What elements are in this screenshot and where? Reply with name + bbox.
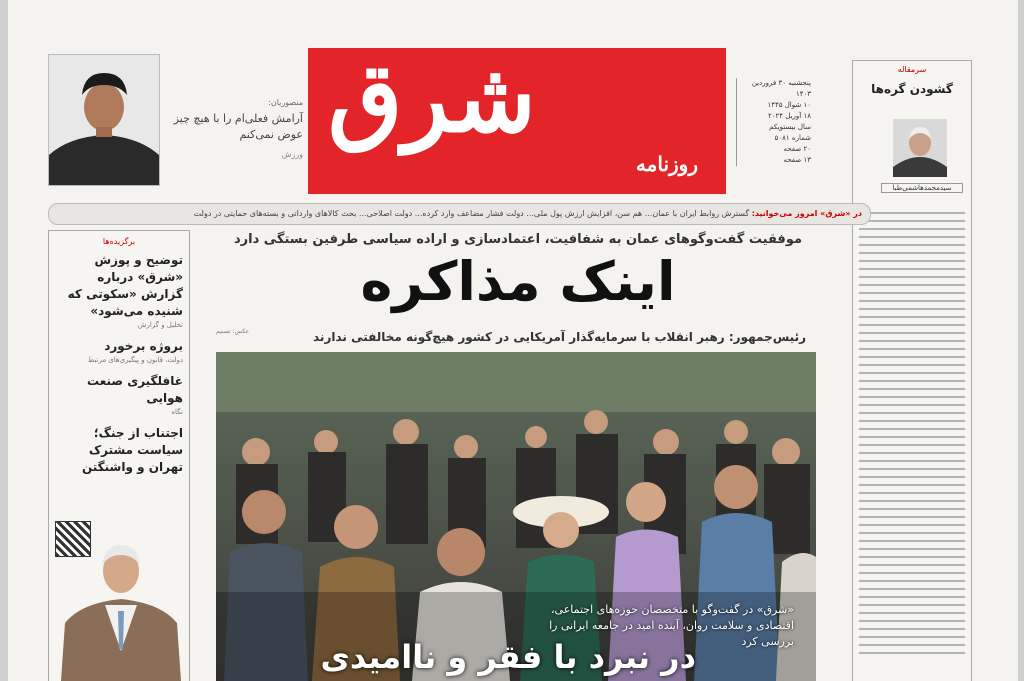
front-quote[interactable] — [168, 95, 303, 163]
supra-headline: موفقیت گفت‌وگوهای عمان به شفافیت، اعتمادسازی و اراده سیاسی طرفین بستگی دارد — [233, 232, 803, 247]
highlight-title[interactable]: غافلگیری صنعت هوایی — [87, 374, 183, 405]
photo-credit: عکس: تسنیم — [216, 328, 250, 335]
issue-line: ۱۸ آوریل ۲۰۲۴ — [768, 112, 811, 120]
editorial-column[interactable] — [852, 60, 972, 681]
highlight-note: تحلیل و گزارش — [137, 321, 183, 329]
editorial-body-text — [859, 206, 965, 676]
issue-line: پنجشنبه ۳۰ فروردین ۱۴۰۳ — [751, 79, 811, 98]
issue-line: ۱۳ صفحه — [783, 156, 811, 164]
masthead-logo[interactable] — [308, 41, 726, 194]
author-photo — [893, 119, 947, 177]
quote-kicker: منصوریان: — [268, 98, 303, 107]
crowd-photo[interactable] — [216, 352, 816, 681]
highlights-column — [48, 230, 190, 681]
highlight-title[interactable]: بروژه برخورد — [104, 339, 183, 353]
issue-line: ۱۰ شوال ۱۴۴۵ — [767, 101, 811, 109]
issue-line: ۲۰ صفحه — [783, 145, 811, 153]
highlight-note: دولت، قانون و پیگیری‌های مرتبط — [87, 356, 183, 364]
highlight-title[interactable]: توضیح و پوزش «شرق» درباره گزارش «سکوتی که شنیده می‌شود» — [67, 253, 183, 318]
logo-subtitle: روزنامه — [635, 152, 698, 176]
highlights-kicker: برگزیده‌ها — [102, 237, 136, 246]
photo-caption-small: «شرق» در گفت‌وگو با متخصصان حوزه‌های اجتماعی، اقتصادی و سلامت روان، آینده امید در جامعه ایرانی را بررسی کرد — [549, 603, 794, 648]
quote-text: آرامش فعلی‌ام را با هیچ چیز عوض نمی‌کنم — [173, 112, 303, 141]
newspaper-front-page — [8, 0, 1018, 681]
headlines-ticker[interactable] — [48, 203, 871, 225]
issue-info — [736, 78, 811, 166]
logo-wordmark: شرق — [328, 41, 536, 154]
highlight-note: نگاه — [171, 408, 183, 416]
issue-line: سال بیستویکم — [769, 123, 811, 131]
columnist-photo — [48, 54, 160, 186]
ticker-label: در «شرق» امروز می‌خوانید: — [751, 209, 862, 218]
photo-caption-headline[interactable]: در نبرد با فقر و ناامیدی — [320, 638, 696, 676]
main-headline[interactable]: اینک مذاکره — [360, 250, 676, 313]
author-name: سیدمحمدهاشمی‌طبا — [881, 183, 963, 193]
subheadline: رئیس‌جمهور: رهبر انقلاب با سرمایه‌گذار آمریکایی در کشور هیچ‌گونه مخالفتی ندارند — [313, 330, 806, 344]
issue-line: شماره ۵۰۸۱ — [774, 134, 811, 142]
quote-section: ورزش — [281, 150, 303, 159]
editorial-title: گشودن گره‌ها — [871, 82, 953, 96]
highlight-title[interactable]: اجتناب از جنگ؛ سیاست مشترک تهران و واشنگتن — [81, 426, 183, 474]
editorial-kicker: سرمقاله — [897, 65, 927, 74]
ticker-text: گسترش روابط ایران با عمان... هم سن، افزایش ارزش پول ملی... دولت فشار مضاعف وارد کرده... دولت اصلاحی... بحث کالاهای وارداتی و بسته‌های حمایتی در دولت — [193, 209, 750, 218]
official-photo — [61, 531, 181, 681]
